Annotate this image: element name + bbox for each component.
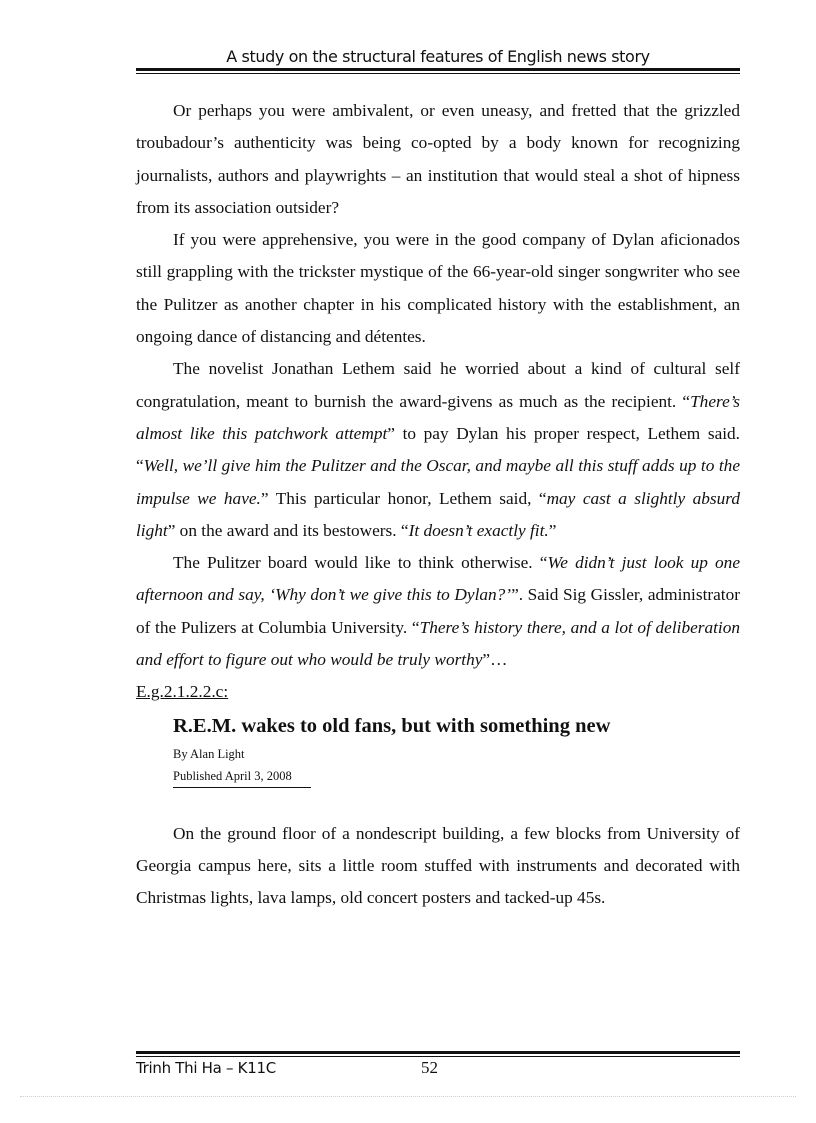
byline-block: [173, 743, 740, 788]
footer-rule-thin: [136, 1056, 740, 1057]
header-rule-thick: [136, 68, 740, 71]
text-run: The novelist Jonathan Lethem said he worried about a kind of cultural self congratulation, meant to burnish the award-givens as much as the recipient. “: [136, 359, 740, 411]
published-date: Published April 3, 2008: [173, 765, 311, 788]
text-run: ” to pay Dylan his proper respect, Lethem said. “: [136, 423, 740, 476]
running-header: A study on the structural features of English news story: [226, 47, 650, 66]
paragraph: [136, 353, 740, 547]
header-rule-thin: [136, 73, 740, 74]
paragraph: On the ground floor of a nondescript building, a few blocks from University of Georgia campus here, sits a little room stuffed with instruments and decorated with Christmas lights, lava lamps, old concert posters and tacked-up 45s.: [136, 823, 740, 908]
article-headline: R.E.M. wakes to old fans, but with something new: [173, 714, 611, 737]
quote-italic: We didn’t just look up one afternoon and say, ‘Why don’t we give this to Dylan?’: [136, 553, 740, 605]
quote-italic: may cast a slightly absurd light: [136, 488, 740, 540]
page-number: 52: [421, 1058, 438, 1077]
example-label: E.g.2.1.2.2.c:: [136, 682, 229, 702]
text-run: The Pulitzer board would like to think otherwise. “: [173, 553, 548, 573]
footer-rule-thick: [136, 1051, 740, 1054]
quote-italic: Well, we’ll give him the Pulitzer and the Oscar, and maybe all this stuff adds up to the impulse we have.: [136, 456, 740, 508]
text-run: ” on the award and its bestowers. “: [167, 520, 409, 540]
text-run: ”. Said Sig Gissler, administrator of the Pulizers at Columbia University. “: [136, 585, 740, 637]
text-run: ” This particular honor, Lethem said, “: [260, 488, 547, 508]
body-text: [136, 95, 740, 915]
paragraph: If you were apprehensive, you were in the good company of Dylan aficionados still grappling with the trickster mystique of the 66-year-old singer songwriter who see the Pulitzer as another chapter in his complicated history with the establishment, an ongoing dance of distancing and détentes.: [136, 230, 740, 347]
text-run: ”…: [482, 650, 508, 670]
quote-italic: There’s history there, and a lot of deliberation and effort to figure out who would be truly worthy: [136, 617, 740, 670]
quote-italic: There’s almost like this patchwork attempt: [136, 391, 740, 443]
footer-author: Trinh Thi Ha – K11C: [136, 1059, 276, 1077]
paragraph: [136, 547, 740, 676]
page-edge-dots: [20, 1096, 796, 1097]
paragraph: Or perhaps you were ambivalent, or even uneasy, and fretted that the grizzled troubadour’s authenticity was being co-opted by a body known for recognizing journalists, authors and playwrights – an institution that would steal a shot of hipness from its association outsider?: [136, 101, 740, 217]
quote-italic: It doesn’t exactly fit.: [408, 520, 549, 540]
text-run: ”: [548, 520, 557, 540]
spacer: [136, 788, 740, 818]
byline: By Alan Light: [173, 746, 245, 761]
